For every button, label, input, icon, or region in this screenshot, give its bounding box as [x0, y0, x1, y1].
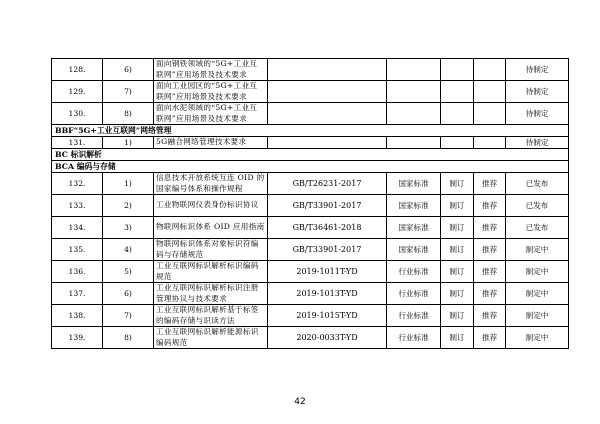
standard-level-cell	[387, 137, 441, 149]
standard-level-cell: 国家标准	[387, 239, 441, 261]
row-number-cell: 135.	[52, 239, 103, 261]
standard-nature-cell: 推荐	[474, 283, 506, 305]
section-header-row	[52, 149, 569, 161]
status-cell: 制定中	[506, 283, 569, 305]
standard-code-cell	[268, 137, 387, 149]
page-number: 42	[294, 397, 306, 407]
standard-nature-cell: 推荐	[474, 261, 506, 283]
standard-code-cell: 2019-1015T-YD	[268, 305, 387, 327]
row-number-cell: 129.	[52, 81, 103, 103]
revision-type-cell: 制订	[441, 327, 474, 349]
standard-level-cell: 国家标准	[387, 217, 441, 239]
revision-type-cell: 制订	[441, 305, 474, 327]
standard-level-cell: 国家标准	[387, 173, 441, 195]
row-number-cell: 136.	[52, 261, 103, 283]
standard-level-cell: 行业标准	[387, 327, 441, 349]
standard-code-cell: GB/T26231-2017	[268, 173, 387, 195]
standard-name-cell: 工业互联网标识解析基于标签的编码存储与识读方法	[154, 305, 268, 327]
status-cell: 已发布	[506, 195, 569, 217]
revision-type-cell: 制订	[441, 173, 474, 195]
sub-number-cell: 8)	[103, 103, 154, 125]
standard-name-cell: 工业互联网标识解析标识编码规范	[154, 261, 268, 283]
sub-number-cell: 5)	[103, 261, 154, 283]
standard-name-cell: 工业物联网仪表身份标识协议	[154, 195, 268, 217]
revision-type-cell	[441, 103, 474, 125]
standard-code-cell: GB/T33901-2017	[268, 239, 387, 261]
sub-number-cell: 1)	[103, 137, 154, 149]
revision-type-cell: 制订	[441, 261, 474, 283]
table-row	[52, 103, 569, 125]
status-cell: 制定中	[506, 261, 569, 283]
table-row	[52, 195, 569, 217]
table-row	[52, 81, 569, 103]
revision-type-cell: 制订	[441, 239, 474, 261]
row-number-cell: 137.	[52, 283, 103, 305]
standard-nature-cell: 推荐	[474, 305, 506, 327]
section-label: BCA 编码与存储	[52, 161, 569, 173]
table-row	[52, 137, 569, 149]
standard-code-cell	[268, 81, 387, 103]
sub-number-cell: 6)	[103, 283, 154, 305]
standard-name-cell: 5G融合网络管理技术要求	[154, 137, 268, 149]
sub-number-cell: 2)	[103, 195, 154, 217]
standard-nature-cell	[474, 59, 506, 81]
standard-name-cell: 工业互联网标识解析标识注册管理协议与技术要求	[154, 283, 268, 305]
status-cell: 已发布	[506, 173, 569, 195]
standard-code-cell: GB/T33901-2017	[268, 195, 387, 217]
row-number-cell: 130.	[52, 103, 103, 125]
standards-table	[51, 58, 569, 349]
standard-nature-cell: 推荐	[474, 195, 506, 217]
row-number-cell: 133.	[52, 195, 103, 217]
section-header-row	[52, 161, 569, 173]
sub-number-cell: 3)	[103, 217, 154, 239]
standard-code-cell	[268, 103, 387, 125]
standard-nature-cell	[474, 81, 506, 103]
standard-nature-cell	[474, 137, 506, 149]
table-row	[52, 283, 569, 305]
standard-name-cell: 信息技术开放系统互连 OID 的国家编号体系和操作规程	[154, 173, 268, 195]
standard-name-cell: 面向工业园区的“5G+工业互联网”应用场景及技术要求	[154, 81, 268, 103]
standard-level-cell: 行业标准	[387, 283, 441, 305]
standard-level-cell	[387, 59, 441, 81]
revision-type-cell: 制订	[441, 217, 474, 239]
status-cell: 制定中	[506, 327, 569, 349]
standard-name-cell: 工业互联网标识解析能源标识编码规范	[154, 327, 268, 349]
standard-name-cell: 面向钢铁领域的“5G+工业互联网”应用场景及技术要求	[154, 59, 268, 81]
table-row	[52, 239, 569, 261]
status-cell: 待制定	[506, 59, 569, 81]
standard-code-cell: 2019-1013T-YD	[268, 283, 387, 305]
section-label: BBF“5G+工业互联网”网络管理	[52, 125, 569, 137]
revision-type-cell	[441, 59, 474, 81]
sub-number-cell: 8)	[103, 327, 154, 349]
standard-level-cell: 国家标准	[387, 195, 441, 217]
row-number-cell: 138.	[52, 305, 103, 327]
standard-nature-cell: 推荐	[474, 327, 506, 349]
standard-level-cell	[387, 81, 441, 103]
standard-code-cell: 2019-1011T-YD	[268, 261, 387, 283]
status-cell: 制定中	[506, 239, 569, 261]
row-number-cell: 134.	[52, 217, 103, 239]
revision-type-cell: 制订	[441, 195, 474, 217]
row-number-cell: 131.	[52, 137, 103, 149]
row-number-cell: 128.	[52, 59, 103, 81]
table-row	[52, 261, 569, 283]
sub-number-cell: 6)	[103, 59, 154, 81]
table-row	[52, 305, 569, 327]
standard-level-cell: 行业标准	[387, 305, 441, 327]
status-cell: 制定中	[506, 305, 569, 327]
revision-type-cell	[441, 81, 474, 103]
status-cell: 待制定	[506, 81, 569, 103]
standard-name-cell: 物联网标识体系对象标识符编码与存储规范	[154, 239, 268, 261]
standard-name-cell: 面向水泥领域的“5G+工业互联网”应用场景及技术要求	[154, 103, 268, 125]
section-label: BC 标识解析	[52, 149, 569, 161]
standard-nature-cell: 推荐	[474, 173, 506, 195]
row-number-cell: 139.	[52, 327, 103, 349]
table-row	[52, 217, 569, 239]
standard-code-cell: 2020-0033T-YD	[268, 327, 387, 349]
standard-nature-cell	[474, 103, 506, 125]
row-number-cell: 132.	[52, 173, 103, 195]
standard-name-cell: 物联网标识体系 OID 应用指南	[154, 217, 268, 239]
status-cell: 已发布	[506, 217, 569, 239]
standard-level-cell	[387, 103, 441, 125]
standard-level-cell: 行业标准	[387, 261, 441, 283]
sub-number-cell: 1)	[103, 173, 154, 195]
standard-nature-cell: 推荐	[474, 239, 506, 261]
section-header-row	[52, 125, 569, 137]
status-cell: 待制定	[506, 137, 569, 149]
sub-number-cell: 7)	[103, 81, 154, 103]
table-row	[52, 59, 569, 81]
standard-nature-cell: 推荐	[474, 217, 506, 239]
revision-type-cell: 制订	[441, 283, 474, 305]
revision-type-cell	[441, 137, 474, 149]
standard-code-cell	[268, 59, 387, 81]
table-row	[52, 173, 569, 195]
sub-number-cell: 7)	[103, 305, 154, 327]
sub-number-cell: 4)	[103, 239, 154, 261]
table-row	[52, 327, 569, 349]
standard-code-cell: GB/T36461-2018	[268, 217, 387, 239]
status-cell: 待制定	[506, 103, 569, 125]
